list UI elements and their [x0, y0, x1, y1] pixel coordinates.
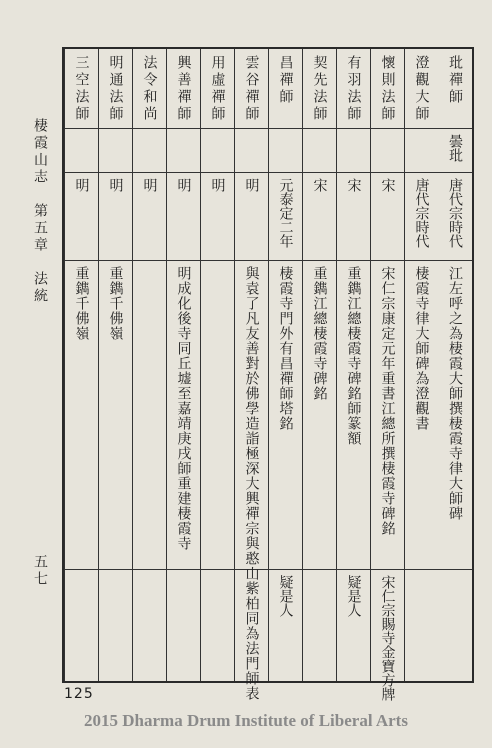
- cell-name: [133, 55, 166, 124]
- cell-source: [235, 266, 268, 701]
- name-text: 明通法師: [107, 55, 124, 123]
- source-text: 江左呼之為棲霞大師撰棲霞寺律大師碑: [447, 266, 463, 521]
- cell-name: [405, 55, 438, 124]
- cell-alias: [405, 134, 438, 168]
- cell-note: [201, 575, 234, 677]
- cell-source: [438, 266, 472, 565]
- name-text: 澄觀大師: [413, 55, 430, 123]
- lineage-column: [302, 49, 336, 681]
- lineage-column: [132, 49, 166, 681]
- lineage-column: [370, 49, 404, 701]
- name-text: 用虛禪師: [209, 55, 226, 123]
- name-text: 法令和尚: [141, 55, 158, 123]
- cell-name: [438, 55, 472, 124]
- cell-name: [201, 55, 234, 124]
- cell-alias: [438, 134, 472, 168]
- lineage-column: [268, 49, 302, 681]
- cell-note: [99, 575, 132, 677]
- cell-name: [235, 55, 268, 124]
- cell-note: [303, 575, 336, 677]
- name-text: 三空法師: [73, 55, 90, 123]
- cell-dynasty: [371, 178, 404, 256]
- cell-source: [99, 266, 132, 565]
- dynasty-text: 明: [141, 178, 158, 192]
- running-head: 棲霞山志 第五章 法統: [32, 118, 48, 305]
- cell-alias: [99, 134, 132, 168]
- cell-dynasty: [269, 178, 302, 256]
- lineage-column: [438, 49, 472, 681]
- dynasty-text: 唐代宗時代: [447, 178, 463, 248]
- name-text: 玭禪師: [447, 55, 463, 106]
- cell-note: [405, 575, 438, 677]
- source-text: 重鐫江總棲霞寺碑銘師篆額: [345, 266, 362, 446]
- lineage-column: [98, 49, 132, 681]
- cell-name: [167, 55, 200, 124]
- institute-watermark: 2015 Dharma Drum Institute of Liberal Arts: [84, 711, 408, 730]
- lineage-column: [64, 49, 98, 681]
- cell-name: [337, 55, 370, 124]
- dynasty-text: 明: [243, 178, 260, 192]
- cell-source: [337, 266, 370, 565]
- cell-note: [235, 575, 268, 677]
- cell-dynasty: [65, 178, 98, 256]
- source-text: 宋仁宗康定元年重書江總所撰棲霞寺碑銘: [379, 266, 396, 536]
- cell-dynasty: [99, 178, 132, 256]
- source-text: 重鐫千佛嶺: [107, 266, 124, 341]
- source-text: 重鐫千佛嶺: [73, 266, 90, 341]
- lineage-column: [404, 49, 438, 681]
- page-number-chinese: 五七: [32, 554, 48, 588]
- page-number: 125: [64, 686, 94, 702]
- lineage-column: [234, 49, 268, 701]
- cell-dynasty: [201, 178, 234, 256]
- source-text: 與袁了凡友善對於佛學造詣極深大興禪宗與憨山紫柏同為法門師表: [243, 266, 260, 701]
- cell-alias: [337, 134, 370, 168]
- cell-dynasty: [133, 178, 166, 256]
- cell-alias: [133, 134, 166, 168]
- alias-text: 曇玭: [447, 134, 463, 162]
- dynasty-text: 宋: [345, 178, 362, 192]
- cell-source: [269, 266, 302, 565]
- cell-alias: [303, 134, 336, 168]
- cell-source: [371, 266, 404, 565]
- cell-dynasty: [405, 178, 438, 256]
- cell-source: [201, 266, 234, 565]
- dynasty-text: 明: [175, 178, 192, 192]
- cell-note: [167, 575, 200, 677]
- dynasty-text: 宋: [379, 178, 396, 192]
- cell-alias: [371, 134, 404, 168]
- cell-dynasty: [167, 178, 200, 256]
- cell-note: [269, 575, 302, 677]
- source-text: 明成化後寺同丘墟至嘉靖庚戌師重建棲霞寺: [175, 266, 192, 551]
- cell-dynasty: [438, 178, 472, 256]
- cell-note: [438, 575, 472, 677]
- dynasty-text: 元泰定二年: [277, 178, 294, 248]
- cell-note: [337, 575, 370, 677]
- name-text: 興善禪師: [175, 55, 192, 123]
- cell-note: [371, 575, 404, 701]
- source-text: 重鐫江總棲霞寺碑銘: [311, 266, 328, 401]
- cell-name: [65, 55, 98, 124]
- cell-dynasty: [337, 178, 370, 256]
- lineage-column: [166, 49, 200, 681]
- cell-source: [303, 266, 336, 565]
- source-text: 棲霞寺門外有昌禪師塔銘: [277, 266, 294, 431]
- cell-name: [303, 55, 336, 124]
- name-text: 昌禪師: [277, 55, 294, 106]
- cell-dynasty: [235, 178, 268, 256]
- dynasty-text: 明: [107, 178, 124, 192]
- lineage-column: [336, 49, 370, 681]
- source-text: 棲霞寺律大師碑為澄觀書: [413, 266, 430, 431]
- cell-alias: [167, 134, 200, 168]
- cell-source: [65, 266, 98, 565]
- cell-alias: [235, 134, 268, 168]
- dynasty-text: 明: [73, 178, 90, 192]
- cell-name: [269, 55, 302, 124]
- cell-dynasty: [303, 178, 336, 256]
- note-text: 宋仁宗賜寺金寶方牌: [379, 575, 396, 701]
- cell-source: [167, 266, 200, 565]
- cell-source: [133, 266, 166, 565]
- name-text: 有羽法師: [345, 55, 362, 123]
- dynasty-text: 明: [209, 178, 226, 192]
- cell-name: [99, 55, 132, 124]
- dynasty-text: 宋: [311, 178, 328, 192]
- name-text: 契先法師: [311, 55, 328, 123]
- dynasty-text: 唐代宗時代: [413, 178, 430, 248]
- cell-alias: [65, 134, 98, 168]
- name-text: 懷則法師: [379, 55, 396, 123]
- cell-name: [371, 55, 404, 124]
- name-text: 雲谷禪師: [243, 55, 260, 123]
- cell-note: [133, 575, 166, 677]
- lineage-column: [200, 49, 234, 681]
- cell-alias: [201, 134, 234, 168]
- note-text: 疑是人: [277, 575, 294, 617]
- cell-note: [65, 575, 98, 677]
- cell-alias: [269, 134, 302, 168]
- cell-source: [405, 266, 438, 565]
- note-text: 疑是人: [345, 575, 362, 617]
